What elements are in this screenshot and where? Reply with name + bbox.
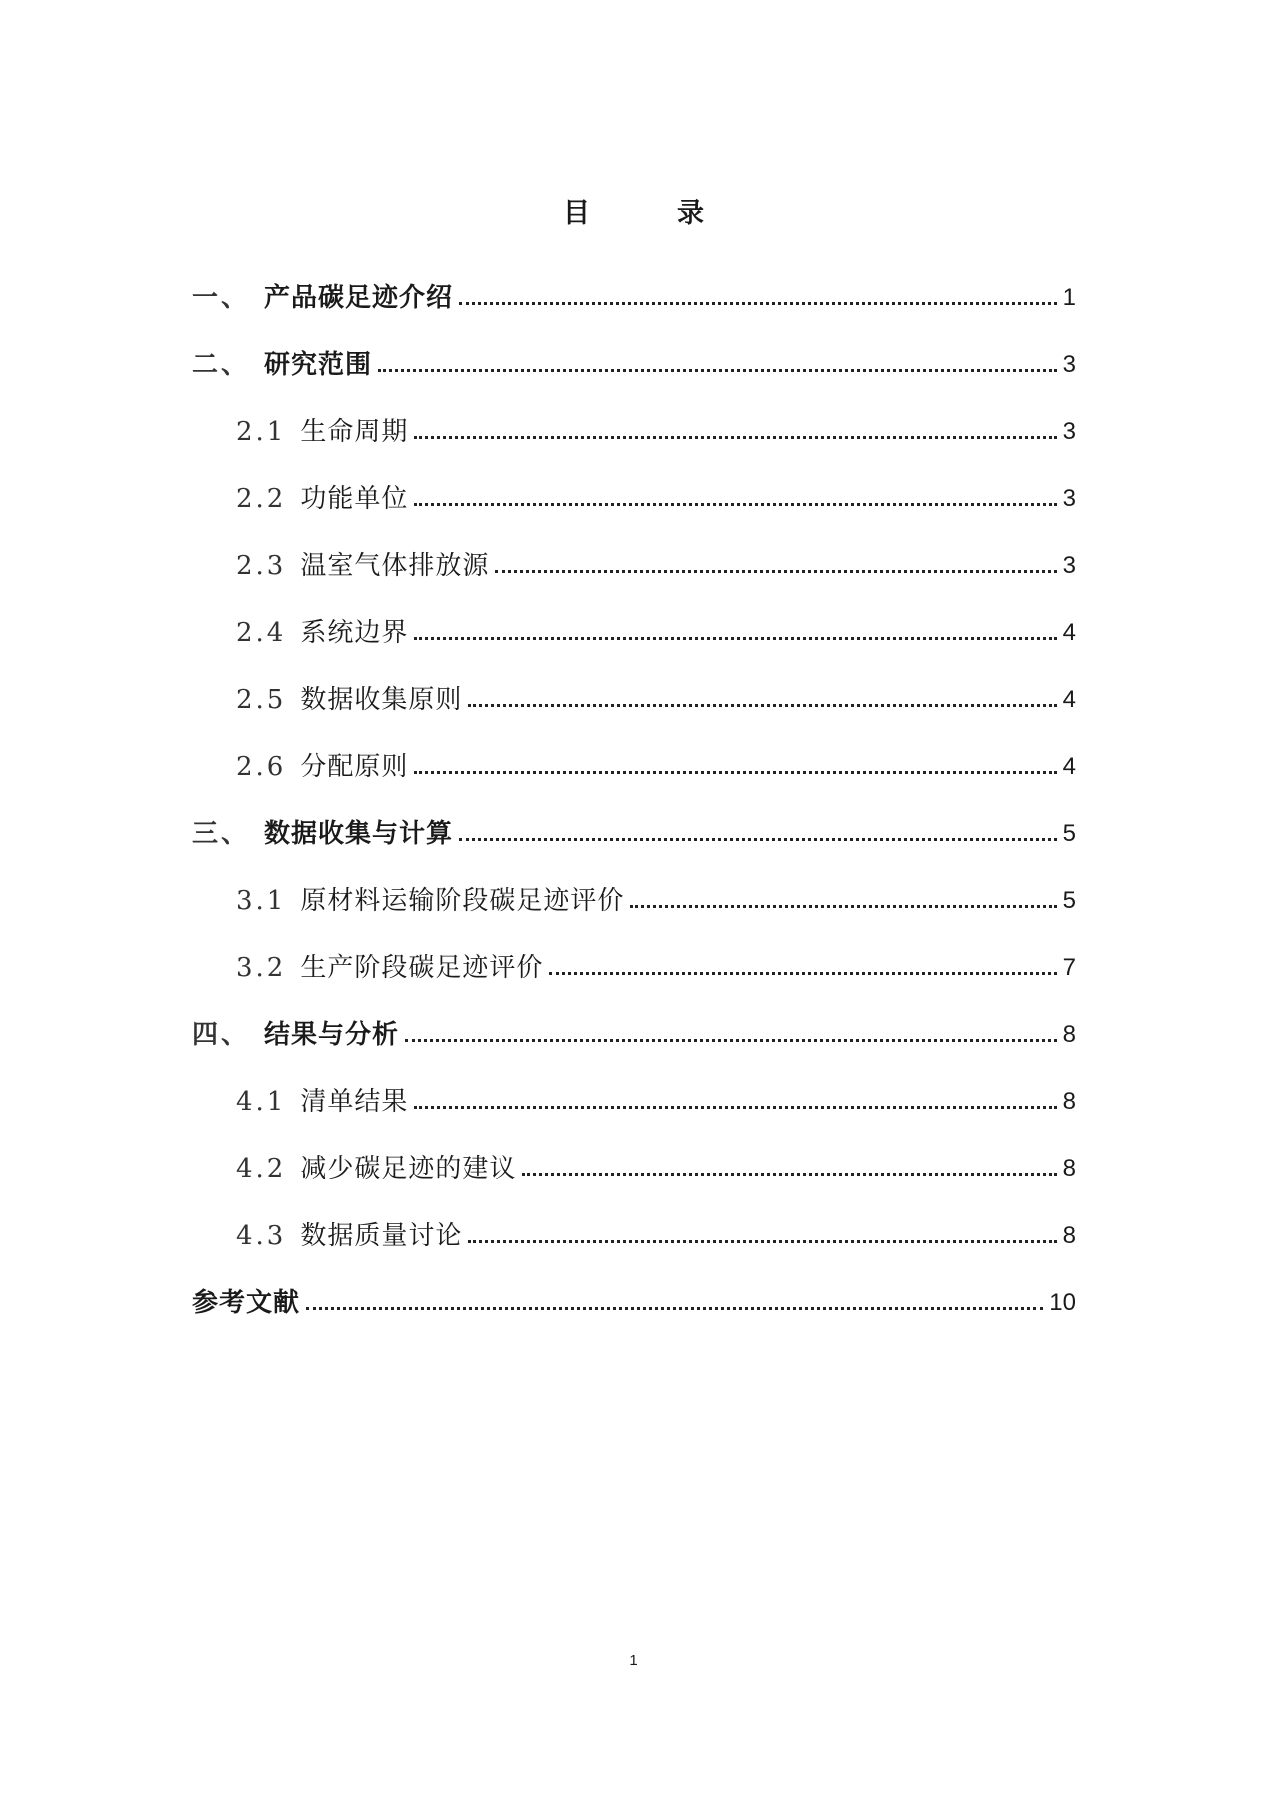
toc-entry[interactable] — [192, 865, 1076, 932]
dot-leader — [522, 1173, 1056, 1176]
toc-entry-page: 4 — [1062, 686, 1076, 713]
toc-entry-number: 2.3 — [236, 551, 287, 581]
toc-entry-title: 生产阶段碳足迹评价 — [300, 953, 544, 983]
toc-entry-title: 结果与分析 — [264, 1020, 400, 1050]
dot-leader — [414, 637, 1056, 640]
toc-entry-page: 3 — [1062, 485, 1076, 512]
toc-entry[interactable] — [192, 262, 1076, 329]
page-title: 目 录 — [563, 198, 734, 229]
dot-leader — [459, 838, 1057, 841]
toc-entry-title: 清单结果 — [300, 1087, 409, 1117]
toc-entry[interactable] — [192, 1267, 1076, 1334]
dot-leader — [549, 972, 1056, 975]
toc-entry-number: 2.6 — [236, 752, 287, 782]
toc-entry-page: 4 — [1062, 619, 1076, 646]
dot-leader — [495, 570, 1056, 573]
toc-entry[interactable] — [192, 932, 1076, 999]
toc-entry-number: 3.1 — [236, 886, 287, 916]
toc-entry-page: 8 — [1062, 1021, 1076, 1048]
toc-entry-page: 7 — [1062, 954, 1076, 981]
toc-entry-title: 原材料运输阶段碳足迹评价 — [300, 886, 625, 916]
toc-entry[interactable] — [192, 1066, 1076, 1133]
table-of-contents — [192, 262, 1076, 1334]
toc-entry[interactable] — [192, 999, 1076, 1066]
toc-entry-number: 三、 — [192, 819, 251, 849]
toc-entry-number: 4.1 — [236, 1087, 287, 1117]
toc-entry[interactable] — [192, 329, 1076, 396]
toc-entry-page: 4 — [1062, 753, 1076, 780]
dot-leader — [468, 704, 1056, 707]
toc-entry-title: 系统边界 — [300, 618, 409, 648]
toc-entry-number: 一、 — [192, 283, 251, 313]
page-number: 1 — [629, 1652, 638, 1669]
toc-entry[interactable] — [192, 530, 1076, 597]
toc-entry-title: 功能单位 — [300, 484, 409, 514]
toc-entry[interactable] — [192, 1133, 1076, 1200]
toc-entry-page: 5 — [1062, 820, 1076, 847]
toc-entry[interactable] — [192, 396, 1076, 463]
toc-entry-title: 数据收集原则 — [300, 685, 463, 715]
toc-entry-number: 2.5 — [236, 685, 287, 715]
toc-entry[interactable] — [192, 731, 1076, 798]
toc-entry-page: 3 — [1062, 351, 1076, 378]
toc-entry-number: 二、 — [192, 350, 251, 380]
dot-leader — [414, 1106, 1056, 1109]
dot-leader — [630, 905, 1056, 908]
dot-leader — [414, 771, 1056, 774]
toc-entry-title: 生命周期 — [300, 417, 409, 447]
toc-entry-title: 分配原则 — [300, 752, 409, 782]
toc-entry[interactable] — [192, 664, 1076, 731]
toc-entry-number: 4.3 — [236, 1221, 287, 1251]
toc-entry-number: 3.2 — [236, 953, 287, 983]
toc-entry-number: 2.1 — [236, 417, 287, 447]
dot-leader — [405, 1039, 1057, 1042]
toc-entry-title: 参考文献 — [192, 1288, 301, 1318]
toc-entry-page: 8 — [1062, 1088, 1076, 1115]
toc-entry-number: 4.2 — [236, 1154, 287, 1184]
toc-entry-page: 3 — [1062, 552, 1076, 579]
toc-entry[interactable] — [192, 798, 1076, 865]
toc-entry-number: 2.4 — [236, 618, 287, 648]
dot-leader — [306, 1307, 1043, 1310]
toc-entry-number: 四、 — [192, 1020, 251, 1050]
dot-leader — [459, 302, 1057, 305]
toc-entry[interactable] — [192, 597, 1076, 664]
toc-entry-title: 数据质量讨论 — [300, 1221, 463, 1251]
toc-entry-title: 产品碳足迹介绍 — [264, 283, 454, 313]
dot-leader — [468, 1240, 1056, 1243]
toc-entry-number: 2.2 — [236, 484, 287, 514]
toc-entry-title: 减少碳足迹的建议 — [300, 1154, 517, 1184]
toc-entry-page: 8 — [1062, 1155, 1076, 1182]
dot-leader — [414, 436, 1056, 439]
toc-entry-page: 8 — [1062, 1222, 1076, 1249]
dot-leader — [414, 503, 1056, 506]
toc-entry-page: 10 — [1049, 1289, 1076, 1316]
toc-entry[interactable] — [192, 1200, 1076, 1267]
toc-entry-title: 数据收集与计算 — [264, 819, 454, 849]
toc-entry-title: 温室气体排放源 — [300, 551, 490, 581]
dot-leader — [378, 369, 1057, 372]
toc-entry[interactable] — [192, 463, 1076, 530]
toc-entry-page: 3 — [1062, 418, 1076, 445]
toc-entry-page: 5 — [1062, 887, 1076, 914]
toc-entry-page: 1 — [1062, 284, 1076, 311]
toc-entry-title: 研究范围 — [264, 350, 373, 380]
